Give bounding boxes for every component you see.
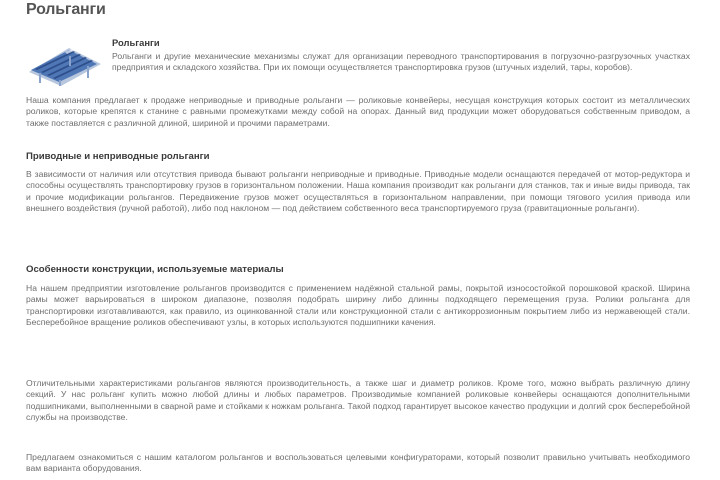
paragraph-text: Отличительными характеристиками рольгангов являются производительность, а также шаг и диаметр роликов. Кроме того, можно выбрать различную длину секций. У нас рольганг купить можно любой длины и любых параметров. Производимые компанией роликовые конвейеры оснащаются дополнительными подшипниками, выполненными в сварной раме и стойками к ножкам рольганга. Такой подход гарантирует высокое качество продукции и долгий срок бесперебойной службы на производстве. xyxy=(26,378,690,422)
intro-text-continued xyxy=(26,95,690,129)
conveyor-roller-icon xyxy=(25,42,103,86)
intro-text xyxy=(112,51,690,74)
section-paragraph xyxy=(26,169,690,214)
section-heading-drives: Приводные и неприводные рольганги xyxy=(26,151,210,162)
paragraph-text: Предлагаем ознакомиться с нашим каталогом рольгангов и воспользоваться целевыми конфигураторами, который позволит правильно учитывать необходимого вам варианта оборудования. xyxy=(26,452,690,474)
page-title: Рольганги xyxy=(26,1,106,18)
section-heading-construction: Особенности конструкции, используемые материалы xyxy=(26,264,284,275)
section-paragraph xyxy=(26,283,690,328)
paragraph-text: На нашем предприятии изготовление рольгангов производится с применением надёжной стальной рамы, покрытой износостойкой порошковой краской. Ширина рамы может варьироваться в широком диапазоне, позволяя подобрать ширину либо длинны подходящего перемещения груза. Ролики рольганга для транспортировки изготавливаются, как правило, из оцинкованной стали или конструкционной стали с антикоррозионным покрытием либо из нержавеющей стали. Бесперебойное вращение роликов обеспечивают узлы, в которых используются подшипники качения. xyxy=(26,283,690,327)
section-paragraph xyxy=(26,378,690,423)
intro-heading: Рольганги xyxy=(112,37,160,48)
intro-paragraph-continued: Наша компания предлагает к продаже неприводные и приводные рольганги — роликовые конвейеры, несущая конструкция которых состоит из металлических роликов, которые крепятся к станине с равными промежутками между собой на опорах. Данный вид продукции может оборудоваться собственным приводом, а также поставляется с различной длиной, шириной и прочими параметрами. xyxy=(26,95,690,128)
section-paragraph xyxy=(26,452,690,475)
intro-paragraph: Рольганги и другие механические механизмы служат для организации переводного транспортирования в погрузочно-разгрузочных участках предприятия и складского хозяйства. При их помощи осуществляется транспортировка грузов (штучных изделий, тары, коробов). xyxy=(112,51,690,73)
paragraph-text: В зависимости от наличия или отсутствия привода бывают рольганги неприводные и приводные. Приводные модели оснащаются передачей от мотор-редуктора и способны осуществлять транспортировку грузов в горизонтальном положении. Наша компания производит как рольганги для станков, так и иные виды привода, так и прочие модификации рольгангов. Передвижение грузов может осуществляться в горизонтальном направлении, при помощи тягового усилия привода или внешнего воздействия (ручной работой), либо под наклоном — под действием собственного веса транспортируемого груза (гравитационные рольганги). xyxy=(26,169,690,213)
